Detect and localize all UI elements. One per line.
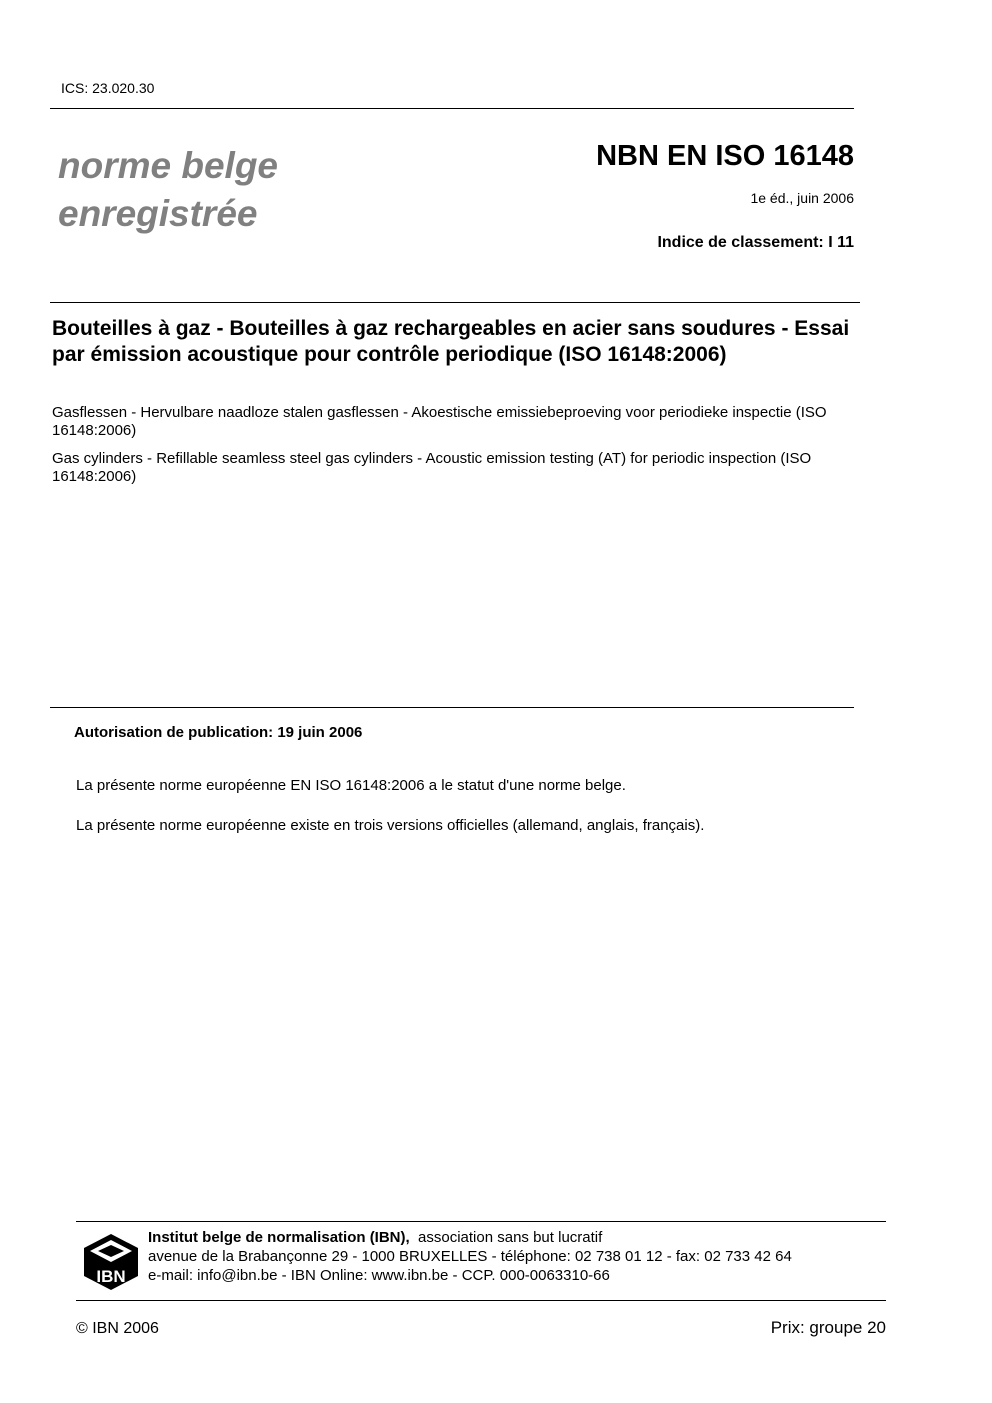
institute-info — [148, 1228, 792, 1285]
ibn-logo-text: IBN — [96, 1267, 126, 1286]
ibn-logo — [82, 1232, 140, 1292]
edition-date: 1e éd., juin 2006 — [750, 190, 854, 206]
institute-address: avenue de la Brabançonne 29 - 1000 BRUXELLES - téléphone: 02 738 01 12 - fax: 02 733 42 64 — [148, 1248, 792, 1265]
norme-label — [58, 142, 278, 238]
classement-index: Indice de classement: I 11 — [657, 234, 854, 251]
title-dutch: Gasflessen - Hervulbare naadloze stalen gasflessen - Akoestische emissiebeproeving voor periodieke inspectie (ISO 16148:2006) — [52, 404, 827, 439]
institute-contact: e-mail: info@ibn.be - IBN Online: www.ibn.be - CCP. 000-0063310-66 — [148, 1267, 610, 1284]
price-group: Prix: groupe 20 — [770, 1318, 886, 1337]
footer-top-divider — [76, 1221, 886, 1222]
norme-label-line1: norme belge — [58, 145, 278, 186]
publication-authorization: Autorisation de publication: 19 juin 2006 — [74, 724, 363, 741]
footer-bottom-divider — [76, 1300, 886, 1301]
norme-label-line2: enregistrée — [58, 193, 258, 234]
publication-divider — [50, 707, 854, 708]
institute-name-line — [148, 1228, 792, 1247]
title-english: Gas cylinders - Refillable seamless steel gas cylinders - Acoustic emission testing (AT) for periodic inspection (ISO 16148:2006) — [52, 450, 812, 485]
ibn-logo-graphic — [82, 1232, 140, 1292]
title-french: Bouteilles à gaz - Bouteilles à gaz rechargeables en acier sans soudures - Essai par émission acoustique pour contrôle periodique (ISO 16148:2006) — [52, 317, 850, 366]
standard-number: NBN EN ISO 16148 — [596, 140, 854, 172]
versions-paragraph: La présente norme européenne existe en trois versions officielles (allemand, anglais, français). — [76, 817, 705, 834]
copyright: © IBN 2006 — [76, 1320, 159, 1337]
title-divider — [50, 302, 860, 303]
ics-code: ICS: 23.020.30 — [61, 80, 155, 96]
institute-name: Institut belge de normalisation (IBN), — [148, 1229, 410, 1246]
header-divider — [50, 108, 854, 109]
status-paragraph: La présente norme européenne EN ISO 16148:2006 a le statut d'une norme belge. — [76, 777, 626, 794]
institute-status: association sans but lucratif — [418, 1229, 603, 1246]
